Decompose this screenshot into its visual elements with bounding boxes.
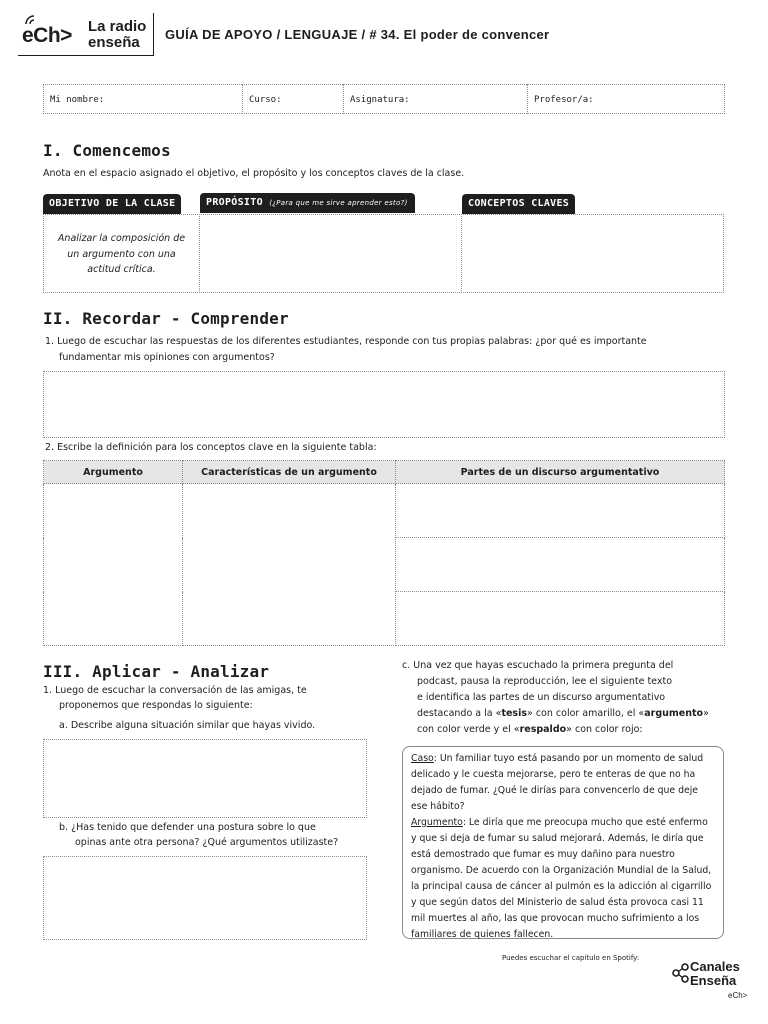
partes-cell[interactable] [396,592,725,646]
section-2-q2: 2. Escribe la definición para los conceptos clave en la siguiente tabla: [45,442,377,453]
tab-objetivo: OBJETIVO DE LA CLASE [43,194,181,214]
qc-text: destacando a la « [417,708,502,719]
qc-text: con color verde y el « [417,724,520,735]
respaldo-keyword: respaldo [519,724,567,735]
answer-box-a[interactable] [43,739,367,818]
table-row [44,484,725,538]
case-box [402,746,724,939]
logo-radio-line2: enseña [88,34,140,51]
section-3-qa: a. Describe alguna situación similar que hayas vivido. [59,720,316,731]
qc-text: » con color rojo: [566,724,643,735]
logo-radio-text [88,19,146,51]
logo-radio-line1: La radio [88,18,147,35]
canales-logo-icon [670,962,690,984]
teacher-field[interactable]: Profesor/a: [527,84,725,114]
tab-proposito-note: (¿Para que me sirve aprender esto?) [269,199,408,207]
case-label: Caso [411,753,434,764]
caracteristicas-cell[interactable] [183,484,396,646]
objetivo-box [43,214,200,293]
answer-box-q1[interactable] [43,371,725,438]
argument-paragraph [411,815,715,943]
case-paragraph [411,751,715,815]
section-3-qb-cont: opinas ante otra persona? ¿Qué argumentos utilizaste? [75,837,339,848]
table-header-row [44,461,725,484]
tab-proposito [200,193,415,213]
table-header: Argumento [44,461,183,484]
section-1-instruction: Anota en el espacio asignado el objetivo, el propósito y los conceptos claves de la clase. [43,168,465,179]
section-3-qb: b. ¿Has tenido que defender una postura sobre lo que [59,822,316,833]
section-3-q1-cont: proponemos que respondas lo siguiente: [59,700,253,711]
section-3-q1: 1. Luego de escuchar la conversación de las amigas, te [43,685,307,696]
section-3-qc-line4 [417,706,709,722]
qc-text: » [703,708,709,719]
objetivo-text: Analizar la composición de un argumento con una actitud crítica. [57,233,186,275]
section-2-title: II. Recordar - Comprender [43,309,289,328]
student-info-row [43,84,725,114]
page-title: GUÍA DE APOYO / LENGUAJE / # 34. El poder de convencer [165,27,550,42]
tab-proposito-label: PROPÓSITO [206,197,263,208]
radio-waves-icon [22,12,42,24]
argument-text: : Le diría que me preocupa mucho que esté enfermo y que si deja de fumar su salud mejorará. Además, le diría que está demostrado que fumar es muy dañino para nuestro organismo. De acuerdo con la Organización Mundial de la Salud, la principal causa de cáncer al pulmón es la adicción al cigarrillo y que según datos del Ministerio de salud ésta provoca casi 11 mil muertes al año, las que provocan mucho sufrimiento a los familiares de quienes fallecen. [411,817,712,940]
canales-ensena-logo [690,960,740,988]
section-3-title: III. Aplicar - Analizar [43,662,270,681]
proposito-box[interactable] [199,214,462,293]
table-header: Características de un argumento [183,461,396,484]
case-text: : Un familiar tuyo está pasando por un momento de salud delicado y le cuesta mejorarse, pero te enteras de que no ha dejado de fumar. ¿Qué le dirías para convencerlo de que deje ese hábito? [411,753,704,812]
canales-line2: Enseña [690,973,737,988]
answer-box-b[interactable] [43,856,367,940]
partes-cell[interactable] [396,538,725,592]
definitions-table [43,460,725,646]
tab-conceptos: CONCEPTOS CLAVES [462,194,575,214]
conceptos-box[interactable] [461,214,724,293]
partes-cell[interactable] [396,484,725,538]
argumento-cell[interactable] [44,484,183,646]
canales-line1: Canales [690,959,740,974]
logo-ech: eCh> [22,24,72,47]
name-field[interactable]: Mi nombre: [43,84,242,114]
table-header: Partes de un discurso argumentativo [396,461,725,484]
section-3-qc: c. Una vez que hayas escuchado la primera pregunta del [402,660,674,671]
subject-field[interactable]: Asignatura: [343,84,527,114]
section-2-q1-cont: fundamentar mis opiniones con argumentos? [59,352,275,363]
section-3-qc-line3: e identifica las partes de un discurso argumentativo [417,692,666,703]
section-3-qc-line5 [417,722,643,738]
argument-label: Argumento [411,817,463,828]
canales-ech: eCh> [728,991,748,1000]
section-2-q1: 1. Luego de escuchar las respuestas de los diferentes estudiantes, responde con tus propias palabras: ¿por qué es importante [45,336,647,347]
spotify-note: Puedes escuchar el capítulo en Spotify: [502,954,640,962]
section-1-title: I. Comencemos [43,141,171,160]
qc-text: » con color amarillo, el « [527,708,645,719]
argumento-keyword: argumento [644,708,704,719]
course-field[interactable]: Curso: [242,84,343,114]
section-3-qc-line2: podcast, pausa la reproducción, lee el siguiente texto [417,676,673,687]
tesis-keyword: tesis [501,708,527,719]
